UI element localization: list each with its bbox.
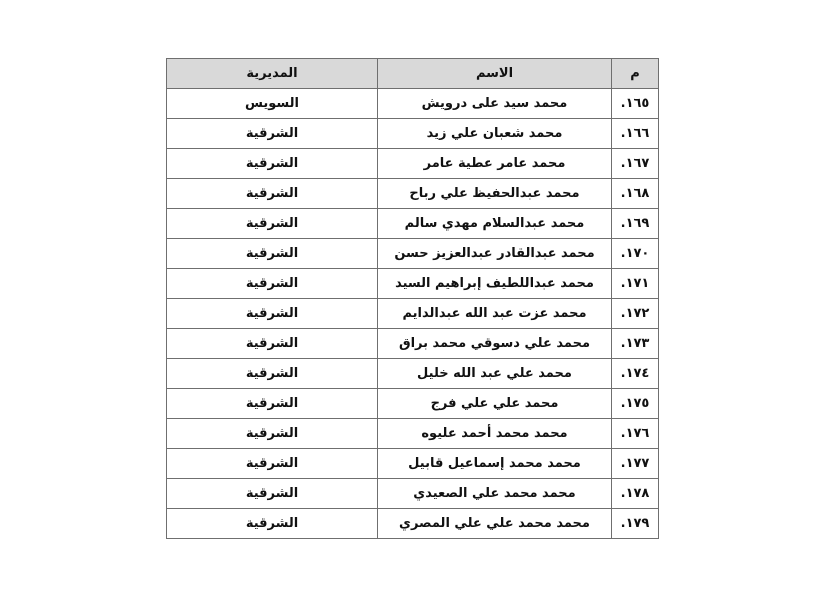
- row-name: محمد عزت عبد الله عبدالدايم: [378, 299, 612, 329]
- row-directorate: الشرقية: [167, 479, 378, 509]
- table-row: [167, 299, 659, 329]
- row-directorate: الشرقية: [167, 419, 378, 449]
- row-name: محمد علي دسوقي محمد براق: [378, 329, 612, 359]
- table-row: [167, 119, 659, 149]
- row-number: ١٧٢.: [612, 299, 659, 329]
- row-name: محمد محمد علي علي المصري: [378, 509, 612, 539]
- table-header: [167, 59, 659, 89]
- names-table: [166, 58, 659, 539]
- row-name: محمد محمد إسماعيل قابيل: [378, 449, 612, 479]
- row-number: ١٧٩.: [612, 509, 659, 539]
- row-number: ١٦٧.: [612, 149, 659, 179]
- row-name: محمد علي عبد الله خليل: [378, 359, 612, 389]
- header-number: م: [612, 59, 659, 89]
- header-directorate: المديرية: [167, 59, 378, 89]
- row-directorate: الشرقية: [167, 239, 378, 269]
- table-row: [167, 359, 659, 389]
- row-name: محمد عبداللطيف إبراهيم السيد: [378, 269, 612, 299]
- row-directorate: الشرقية: [167, 209, 378, 239]
- table-row: [167, 419, 659, 449]
- row-directorate: الشرقية: [167, 149, 378, 179]
- table-row: [167, 89, 659, 119]
- row-name: محمد محمد أحمد عليوه: [378, 419, 612, 449]
- row-directorate: الشرقية: [167, 299, 378, 329]
- table-row: [167, 479, 659, 509]
- row-number: ١٧٤.: [612, 359, 659, 389]
- row-number: ١٦٥.: [612, 89, 659, 119]
- row-name: محمد سيد على درويش: [378, 89, 612, 119]
- table-body: [167, 89, 659, 539]
- row-directorate: الشرقية: [167, 359, 378, 389]
- table-row: [167, 329, 659, 359]
- table-row: [167, 389, 659, 419]
- table-row: [167, 269, 659, 299]
- row-directorate: الشرقية: [167, 389, 378, 419]
- row-directorate: الشرقية: [167, 179, 378, 209]
- row-number: ١٧٠.: [612, 239, 659, 269]
- row-number: ١٧٧.: [612, 449, 659, 479]
- row-number: ١٧٥.: [612, 389, 659, 419]
- table-row: [167, 149, 659, 179]
- row-name: محمد عبدالقادر عبدالعزيز حسن: [378, 239, 612, 269]
- row-number: ١٧٨.: [612, 479, 659, 509]
- row-directorate: الشرقية: [167, 509, 378, 539]
- table-row: [167, 509, 659, 539]
- table-row: [167, 209, 659, 239]
- row-directorate: الشرقية: [167, 449, 378, 479]
- row-name: محمد علي علي فرج: [378, 389, 612, 419]
- row-directorate: السويس: [167, 89, 378, 119]
- row-directorate: الشرقية: [167, 269, 378, 299]
- row-number: ١٦٨.: [612, 179, 659, 209]
- header-name: الاسم: [378, 59, 612, 89]
- row-number: ١٦٩.: [612, 209, 659, 239]
- row-name: محمد عبدالسلام مهدي سالم: [378, 209, 612, 239]
- row-number: ١٧٣.: [612, 329, 659, 359]
- row-directorate: الشرقية: [167, 119, 378, 149]
- row-name: محمد شعبان علي زيد: [378, 119, 612, 149]
- row-name: محمد عبدالحفيظ علي رباح: [378, 179, 612, 209]
- table-row: [167, 239, 659, 269]
- row-number: ١٧١.: [612, 269, 659, 299]
- table-row: [167, 449, 659, 479]
- row-number: ١٦٦.: [612, 119, 659, 149]
- row-name: محمد عامر عطية عامر: [378, 149, 612, 179]
- row-number: ١٧٦.: [612, 419, 659, 449]
- header-row: [167, 59, 659, 89]
- row-name: محمد محمد علي الصعيدي: [378, 479, 612, 509]
- row-directorate: الشرقية: [167, 329, 378, 359]
- table-row: [167, 179, 659, 209]
